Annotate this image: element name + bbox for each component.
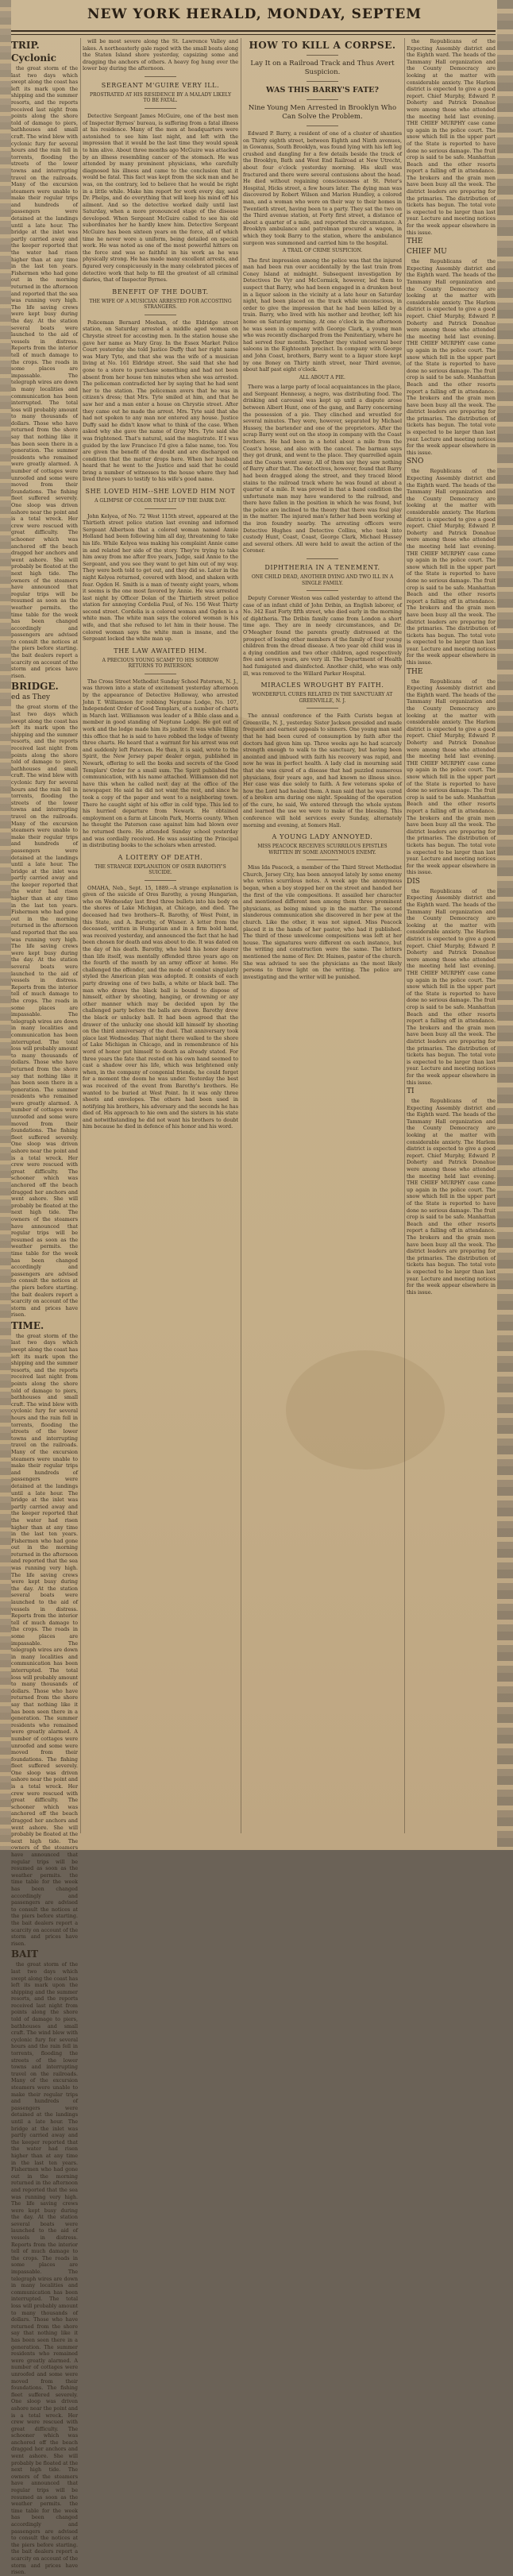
column-text: the Republicans of the Expecting Assembly district and the Eighth ward. The heads of the Tammany Hall organization and the County Democracy are looking at the matter with considerable anxiety. The Harlem district is expected to give a good report. Chief Murphy, Edward P. Doherty and Patrick Donahue were among those who attended the meeting held last evening. THE CHIEF MURPHY case came up again in the police court. The snow which fell in the upper part of the State is reported to have done no serious damage. The fruit crop is said to be safe. Manhattan Beach and the other resorts report a falling off in attendance. The brokers and the grain men have been busy all the week. The district leaders are preparing for the primaries. The distribution of tickets has begun. The total vote is expected to be larger than last year. Lecture and meeting notices for the week appear elsewhere in this issue. [407,258,496,456]
subhead-law-awaited: A PRECIOUS YOUNG SCAMP TO HIS SORROW RETURNS TO PATERSON. [102,657,219,670]
deck-nine-young-men: Nine Young Men Arrested in Brooklyn Who Can Solve the Problem. [248,104,397,121]
column-third [243,38,402,1833]
headline-mcguire: SERGEANT M'GUIRE VERY ILL. [101,81,220,89]
headline-young-lady: A YOUNG LADY ANNOYED. [272,833,373,841]
article-death-text: OMAHA, Neb., Sept. 15, 1889.--A strange explanation is given of the suicide of Ores Barothy, a young Hungarian, who on Wednesday last fired three bullets into his body on the shores of Lake Michigan, at Chicago, and died. The deceased had two brothers--R. Barothy, of West Point, in this State, and A. Barothy, of Wisner. A letter from the deceased, written in Hungarian and in a firm bold hand, was received yesterday, and announced the fact that he had been chosen for death and was about to die. It was dated on the day of his death. Barothy, who held his honor dearer than life itself, was mentally offended three years ago on the fourth of the month by an army officer at home. He challenged the offender, and the mode of combat singularly styled the American plan was adopted. It consists of each party drawing one of two balls, a white or black ball. The man who draws the black ball is bound to dispose of himself, either by shooting, hanging, or drowning or any other manner which may be decided upon by the challenged party before the balls are drawn. Barothy drew the black or unlucky ball. It had been agreed that the drawer of the unlucky one should kill himself by shooting on the third anniversary of the duel. That anniversary took place last Wednesday. That night there walked to the shore of Lake Michigan in Chicago, and in remembrance of his word of honor put himself to death as already stated. For three years the fate that rested on his own hand seemed to cast a shadow over his life, which was brightened only when, in the company of congenial friends, he could forget for a moment the doom he was under. Yesterday the best was received of the event from Barothy's brothers. He wanted to be buried at West Point. In it was only three sheets and envelopes. The others had been used in notifying his brothers, his adversary and the seconds he has died of. His approach to hie own and the sisters in his state and notwithstanding he did not want his brothers to doubt him because he died in defence of his honor and his word. [83,884,238,1130]
article-diphtheria-text: Deputy Coroner Weston was called yesterday to attend the case of an infant child of John Dribin, an English laborer, of No. 342 East Forty fifth street, who died early in the morning of diphtheria. The Dribin family came from London a short time ago. They are in needy circumstances, and Dr. O'Meagher found the parents greatly distressed at the prospect of losing other members of the family of four young children from the dread disease. A two year old child was in a dying condition and two other children, aged respectively five and seven years, are very ill. The Department of Health had fumigated and disinfected. Another child, who was only ill, was removed to the Willard Parker Hospital. [243,595,402,677]
fragment-heading: SNO [407,458,424,466]
article-miracles-text: The annual conference of the Faith Curists began at Greenville, N. J., yesterday. Sister Jackson presided and made frequent and earnest appeals to sinners. One young man said that he had been cured of consumption by faith after the doctors had given him up. Three weeks ago he had scarcely strength enough to walk to the sanctuary, but having been anointed and imbued with faith his recovery was rapid, and now he was in perfect health. A lady clad in mourning said that she was cured of a disease that had puzzled numerous physicians, four years ago, and had known no illness since. Her case was due solely to faith. A few veterans spoke of how the Lord had healed them. A man said that he was cured of a broken arm during one night. Speaking of the operation of the cure, he said, We entered through the whole system and learned the use we were to make of the blessing. This conference will hold services every Sunday, alternately morning and evening, at Somers Hall. [243,713,402,828]
fragment-heading: DIS [407,877,420,886]
column-text: the Republicans of the Expecting Assembly district and the Eighth ward. The heads of the Tammany Hall organization and the County Democracy are looking at the matter with considerable anxiety. The Harlem district is expected to give a good report. Chief Murphy, Edward P. Doherty and Patrick Donahue were among those who attended the meeting held last evening. THE CHIEF MURPHY case came up again in the police court. The snow which fell in the upper part of the State is reported to have done no serious damage. The fruit crop is said to be safe. Manhattan Beach and the other resorts report a falling off in attendance. The brokers and the grain men have been busy all the week. The district leaders are preparing for the primaries. The distribution of tickets has begun. The total vote is expected to be larger than last year. Lecture and meeting notices for the week appear elsewhere in this issue. [407,1098,496,1296]
article-benefit-text: Policeman Bernard Meehan, of the Eldridge street station, on Saturday arrested a middle aged woman on Chrystie street for accosting men. In the station house she gave her name as Mary Gray. In the Essex Market Police Court yesterday she told Justice Duffy that her right name was Mary Tyte, and that she was the wife of a musician living at No. 161 Eldridge street. She said that she had gone to a store to purchase something and had not been absent from her house ten minutes when she was arrested. The policeman contradicted her by saying that he had sent her to the station. The policeman avers that he was in citizen's dress; that Mrs. Tyte smiled at him, and that he saw her and a man enter a house on Chrystie street. After they came out he made the arrest. Mrs. Tyte said that she had not spoken to any man nor entered any house. Justice Duffy said he didn't know what to think of the case. When asked why she gave the name of Gray Mrs. Tyte said she was frightened. That's natural, said the magistrate. If I was guided by the law Francisco I'd give a false name, too. You are given the benefit of the doubt and are discharged on condition that the matter drops here. When her husband heard that he went to the Justice and said that he could bring a number of witnesses to the house where they had lived three years to testify to his wife's good name. [83,319,238,483]
fragment-heading: ed as They [11,693,51,702]
column-text: the great storm of the last two days which swept along the coast has left its mark upon the shipping and the summer resorts, and the reports received last night from points along the shore told of damage to piers, bathhouses and small craft. The wind blew with cyclonic fury for several hours and the rain fell in torrents, flooding the streets of the lower towns and interrupting travel on the railroads. Many of the excursion steamers were unable to make their regular trips and hundreds of passengers were detained at the landings until a late hour. The bridge at the inlet was partly carried away and the keeper reported that the water had risen higher than at any time in the last ten years. Fishermen who had gone out in the morning returned in the afternoon and reported that the sea was running very high. The life saving crews were kept busy during the day. At the station several boats were launched to the aid of vessels in distress. Reports from the interior tell of much damage to the crops. The roads in some places are impassable. The telegraph wires are down in many localities and communication has been interrupted. The total loss will probably amount to many thousands of dollars. Those who have returned from the shore say that nothing like it has been seen there in a generation. The summer residents who remained were greatly alarmed. A number of cottages were unroofed and some were moved from their foundations. The fishing fleet suffered severely. One sloop was driven ashore near the point and is a total wreck. Her crew were rescued with great difficulty. The schooner which was anchored off the beach dragged her anchors and went ashore. She will probably be floated at the next high tide. The owners of the steamers have announced that regular trips will be resumed as soon as the weather permits. the time table for the week has been changed accordingly and passengers are advised to consult the notices at the piers before starting. the bait dealers report a scarcity on account of the storm and prices have risen. [11,704,78,1319]
headline-benefit-of-doubt: BENEFIT OF THE DOUBT. [112,288,209,295]
article-corpse-text: Edward P. Barry, a resident of one of a cluster of shanties on Thirty eighth street, between Eighth and Ninth avenues, in Gowanus, South Brooklyn, was found lying with his left leg crushed and dangling for a few details beside the track of the Brooklyn, Bath and West End Railroad at New Utrecht, about four o'clock yesterday morning. His skull was fractured and there were several contusions about the head. He died without regaining consciousness at St. Peter's Hospital, Hicks street, a few hours later. The dying man was discovered by Robert Wilson and Marion Hundley, a colored man, and a woman who were on their way to their homes in Twentieth street, having been to a party. They sat the two on the Third avenue station, at Forty first street, a distance of about a quarter of a mile, and reported the circumstance. A Brooklyn ambulance and patrolman procured a wagon, in which they took Barry to the station, where the ambulance surgeon was summoned and carried him to the hospital. [243,130,402,246]
subhead-loitery-of-death: THE STRANGE EXPLANATION OF OSER BAROTHY'S SUICIDE. [94,863,226,876]
masthead-rule [11,30,496,32]
article-loved-text: John Kelyea, of No. 72 West 115th street, appeared at the Thirtieth street police station last evening and informed Sergeant Albertson that a colored woman named Annie Holland had been following him all day, threatening to take his life. While Kelyea was making his complaint Annie came in and related her side of the story. They're trying to take him away from me after five years, Judge, said Annie to the Sergeant, and you see they want to get him out of my way. They were both told to get out, and they did so. Later in the night Kelyea returned, covered with blood, and shaken with fear. Ogden H. Smith is a man of twenty eight years, whom it seems is the one most favored by Annie. He was arrested last night by Officer Dolan of the Thirtieth street police station for annoying Cordelia Paul, of No. 156 West Thirty second street. Cordelia is a colored woman and Ogden is a white man. The white man says the colored woman is his wife, and that she refused to let him in their house. The colored woman says the white man is insane, and the Sergeant locked the white man up. [83,512,238,643]
fragment-heading: BRIDGE. [11,681,59,693]
torn-left-edge [0,0,11,1850]
headline-miracles: MIRACLES WROUGHT BY FAITH. [260,682,384,689]
subhead-benefit-of-doubt: THE WIFE OF A MUSICIAN ARRESTED FOR ACCOSTING STRANGERS. [89,298,232,311]
subhead-trail-of-crime: A TRAIL OF CRIME SUSPICION. [282,248,363,254]
column-left-fragment [11,38,78,2576]
column-rule [80,38,81,1833]
column-text: the great storm of the last two days which swept along the coast has left its mark upon the shipping and the summer resorts, and the reports received last night from points along the shore told of damage to piers, bathhouses and small craft. The wind blew with cyclonic fury for several hours and the rain fell in torrents, flooding the streets of the lower towns and interrupting travel on the railroads. Many of the excursion steamers were unable to make their regular trips and hundreds of passengers were detained at the landings until a late hour. The bridge at the inlet was partly carried away and the keeper reported that the water had risen higher than at any time in the last ten years. Fishermen who had gone out in the morning returned in the afternoon and reported that the sea was running very high. The life saving crews were kept busy during the day. At the station several boats were launched to the aid of vessels in distress. Reports from the interior tell of much damage to the crops. The roads in some places are impassable. The telegraph wires are down in many localities and communication has been interrupted. The total loss will probably amount to many thousands of dollars. Those who have returned from the shore say that nothing like it has been seen there in a generation. The summer residents who remained were greatly alarmed. A number of cottages were unroofed and some were moved from their foundations. The fishing fleet suffered severely. One sloop was driven ashore near the point and is a total wreck. Her crew were rescued with great difficulty. The schooner which was anchored off the beach dragged her anchors and went ashore. She will probably be floated at the next high tide. The owners of the steamers have announced that regular trips will be resumed as soon as the weather permits. the time table for the week has been changed accordingly and passengers are advised to consult the notices at the piers before starting. the bait dealers report a scarcity on account of the storm and prices have risen. [11,1332,78,1947]
torn-right-edge [497,0,513,1850]
fragment-heading: TI [407,1087,415,1096]
column-text: the Republicans of the Expecting Assembly district and the Eighth ward. The heads of the Tammany Hall organization and the County Democracy are looking at the matter with considerable anxiety. The Harlem district is expected to give a good report. Chief Murphy, Edward P. Doherty and Patrick Donahue were among those who attended the meeting held last evening. THE CHIEF MURPHY case came up again in the police court. The snow which fell in the upper part of the State is reported to have done no serious damage. The fruit crop is said to be safe. Manhattan Beach and the other resorts report a falling off in attendance. The brokers and the grain men have been busy all the week. The district leaders are preparing for the primaries. The distribution of tickets has begun. The total vote is expected to be larger than last year. Lecture and meeting notices for the week appear elsewhere in this issue. [407,38,496,236]
column-text: the Republicans of the Expecting Assembly district and the Eighth ward. The heads of the Tammany Hall organization and the County Democracy are looking at the matter with considerable anxiety. The Harlem district is expected to give a good report. Chief Murphy, Edward P. Doherty and Patrick Donahue were among those who attended the meeting held last evening. THE CHIEF MURPHY case came up again in the police court. The snow which fell in the upper part of the State is reported to have done no serious damage. The fruit crop is said to be safe. Manhattan Beach and the other resorts report a falling off in attendance. The brokers and the grain men have been busy all the week. The district leaders are preparing for the primaries. The distribution of tickets has begun. The total vote is expected to be larger than last year. Lecture and meeting notices for the week appear elsewhere in this issue. [407,678,496,876]
fragment-heading: THE [407,667,423,676]
fragment-heading: Cyclonic [11,52,56,64]
column-text: the great storm of the last two days which swept along the coast has left its mark upon the shipping and the summer resorts, and the reports received last night from points along the shore told of damage to piers, bathhouses and small craft. The wind blew with cyclonic fury for several hours and the rain fell in torrents, flooding the streets of the lower towns and interrupting travel on the railroads. Many of the excursion steamers were unable to make their regular trips and hundreds of passengers were detained at the landings until a late hour. The bridge at the inlet was partly carried away and the keeper reported that the water had risen higher than at any time in the last ten years. Fishermen who had gone out in the morning returned in the afternoon and reported that the sea was running very high. The life saving crews were kept busy during the day. At the station several boats were launched to the aid of vessels in distress. Reports from the interior tell of much damage to the crops. The roads in some places are impassable. The telegraph wires are down in many localities and communication has been interrupted. The total loss will probably amount to many thousands of dollars. Those who have returned from the shore say that nothing like it has been seen there in a generation. The summer residents who remained were greatly alarmed. A number of cottages were unroofed and some were moved from their foundations. The fishing fleet suffered severely. One sloop was driven ashore near the point and is a total wreck. Her crew were rescued with great difficulty. The schooner which was anchored off the beach dragged her anchors and went ashore. She will probably be floated at the next high tide. The owners of the steamers have announced that regular trips will be resumed as soon as the weather permits. the time table for the week has been changed accordingly and passengers are advised to consult the notices at the piers before starting. the bait dealers report a scarcity on account of the storm and prices have risen. [11,1961,78,2576]
headline-she-loved-him: SHE LOVED HIM--SHE LOVED HIM NOT [85,488,236,496]
column-rule [404,38,405,1833]
subhead-diphtheria: ONE CHILD DEAD, ANOTHER DYING AND TWO ILL IN A SINGLE FAMILY. [251,574,394,586]
subhead-all-about-a-pie: ALL ABOUT A PIE. [299,374,345,380]
fragment-heading: BAIT [11,1948,38,1960]
fragment-heading: THE [407,238,423,246]
fragment-heading: TIME. [11,1319,44,1331]
masthead-rule-thin [11,34,496,35]
column-text: the Republicans of the Expecting Assembly district and the Eighth ward. The heads of the Tammany Hall organization and the County Democracy are looking at the matter with considerable anxiety. The Harlem district is expected to give a good report. Chief Murphy, Edward P. Doherty and Patrick Donahue were among those who attended the meeting held last evening. THE CHIEF MURPHY case came up again in the police court. The snow which fell in the upper part of the State is reported to have done no serious damage. The fruit crop is said to be safe. Manhattan Beach and the other resorts report a falling off in attendance. The brokers and the grain men have been busy all the week. The district leaders are preparing for the primaries. The distribution of tickets has begun. The total vote is expected to be larger than last year. Lecture and meeting notices for the week appear elsewhere in this issue. [407,468,496,666]
fragment-heading: CHIEF MU [407,248,447,257]
article-corpse-text-2: The first impression among the police was that the injured man had been run over accidentally by the last train from Coney Island at midnight. Subsequent investigation by Detectives De Vyr and McCormick, however, led them to suspect that Barry, who had been engaged in a drunken bout in a liquor saloon in the vicinity at a late hour on Saturday night, had been placed on the track while unconscious, in order to give the impression that he had been killed by a train. Barry, who lived with his mother and brother, left his home on Saturday morning. At one o'clock in the afternoon he was seen in company with George Clark, a young man who was recently discharged from the Penitentiary, where he had served four months. Together they visited several beer saloons in the Eighteenth precinct. In company with George and John Coast, brothers, Barry went to a liquor store kept by one Boney on Thirty ninth street, near Third avenue, about half past eight o'clock. [243,257,402,373]
article-young-lady-text: Miss Ida Peacock, a member of the Third Street Methodist Church, Jersey City, has been annoyed lately by some enemy who writes scurrilous notes. A week ago the anonymous began, when a boy stopped her on the street and handed her the first of the vile compositions. It assailed her character and mentioned different men among them three prominent physicians, as being mixed up in the matter. The second slanderous communication she discovered in her pew at the church. Like the other, it was not signed. Miss Peacock placed it in the hands of her pastor, who had it published. The third of these unwelcome compositions was left at her house. The signatures were different on each instance, but the writing and construction were the same. The letters mentioned the name of Rev. Dr. Haines, pastor of the church. She was advised to see the physicians as the most likely persons to throw light on the writing. The police are investigating and the writer will be punished. [243,864,402,980]
article-law-text: The Cross Street Methodist Sunday School Paterson, N. J., was thrown into a state of excitement yesterday afternoon by the appearance of Detective Holloway, who arrested John T. Williamson for robbing Neptune Lodge, No. 107, Independent Order of Good Templars, of a number of charts in March last. Williamson was leader of a Bible class and a member in good standing of Neptune Lodge. He got out of work and the lodge made him its janitor. It was while filling this office that he is said to have robbed the lodge of twenty three charts. He heard that a warrant for his arrest was out and suddenly left Paterson. He then, it is said, wrote to the Spirit, the New Jersey paper dealer organ, published in Newark, offering to sell the books and secrets of the Good Templars' Order for a small sum. The Spirit published the communication, with his name attached. Williamson did not have this when he called next day at the office of the newspaper. He said he did not want the rest, and since he took a copy of the paper and went to a neighboring town. There he caught sight of his offer in cold type. This led to his hurried departure from Newark. He obtained employment on a farm at Lincoln Park, Morris county. When he thought the Paterson case against him had blown over he returned there. He attended Sunday school yesterday and was cordially received. He was assisting the Principal in distributing books to the scholars when arrested. [83,678,238,849]
headline-kill-a-corpse: HOW TO KILL A CORPSE. [249,40,396,51]
deck-railroad-track: Lay It on a Railroad Track and Thus Avert Suspicion. [250,60,395,76]
subhead-miracles: WONDERFUL CURES RELATED IN THE SANCTUARY AT GREENVILLE, N. J. [252,692,393,704]
article-mcguire-text: Detective Sergeant James McGuire, one of the best men of Inspector Byrnes' bureau, is suffering from a fatal illness at his residence. Many of the men at headquarters were astonished to see him last night, and left with the impression that it would be the last time they would speak to him alive. About three months ago McGuire was attacked by an illness resembling cancer of the stomach. He was attended by many prominent physicians, who carefully diagnosed his illness and came to the conclusion that it would be fatal. This fact was kept from the sick man and he was, on the contrary, led to believe that he would be right in a little while. Make him report for work every day, said Dr. Phelps, and do everything that will keep his mind off his ailment. And so the detective worked daily until last Saturday, when a more pronounced stage of the disease developed. When Sergeant McGuire called to see his old subordinates her he hardly knew him. Detective Sergeant McGuire has been sixteen years on the force, all of which time he never wore a uniform, being detailed on special work. He was noted as one of the most powerful hitters on the force and was so faithful in his work as he was physically strong. He has made many excellent arrests, and figured very conspicuously in the many celebrated pieces of detective work that help to fill the greatest of all criminal diaries, that of Inspector Byrnes. [83,112,238,284]
headline-law-awaited: THE LAW AWAITED HIM. [114,647,207,655]
headline-diphtheria: DIPHTHERIA IN A TENEMENT. [264,564,380,572]
article-corpse-text-3: There was a large party of local acquaintances in the place, and Sergeant Hennessy, a negro, was distributing food. The drinking and carousal was kept up until a dispute arose between Albert Hunt, one of the gang, and Barry concerning the possession of a pie. They clinched and wrestled for several minutes. They were, however, separated by Michael Hussey, the bartender and one of the proprietors. After the scrap Barry went out on the stoop in company with the Coast brothers. He had been in a hotel about a mile from the Coast's house, and also with the cancel. The barman says they got drunk, and went to the place. They quarrelled again and the Coasts went away. All of them say they saw nothing of Barry after that. The detectives, however, found that Barry had been dragged along the street, and they traced blood stains to the railroad track where he was found at about a quarter of a mile. It was proved in that a band condition the unfortunate man may have wandered to the railroad, and there have fallen in the position in which he was found, but the police are inclined to the theory that there was foul play in the matter. The injured man's father had been working at the iron foundry nearby. The arresting officers were Detective Hughes and Detective Collins, who took into custody Hunt, Coast, Coast, George Clark, Michael Hussey and several others. All were held to await the action of the Coroner. [243,384,402,554]
masthead: NEW YORK HERALD, MONDAY, SEPTEM [87,6,422,22]
subhead-young-lady: MISS PEACOCK RECEIVES SCURRILOUS EPISTLES WRITTEN BY SOME ANONYMOUS ENEMY. [257,844,388,855]
subhead-mcguire: PROSTRATED AT HIS RESIDENCE BY A MALADY LIKELY TO BE FATAL. [89,91,232,104]
column-text: the great storm of the last two days which swept along the coast has left its mark upon the shipping and the summer resorts, and the reports received last night from points along the shore told of damage to piers, bathhouses and small craft. The wind blew with cyclonic fury for several hours and the rain fell in torrents, flooding the streets of the lower towns and interrupting travel on the railroads. Many of the excursion steamers were unable to make their regular trips and hundreds of passengers were detained at the landings until a late hour. The bridge at the inlet was partly carried away and the keeper reported that the water had risen higher than at any time in the last ten years. Fishermen who had gone out in the morning returned in the afternoon and reported that the sea was running very high. The life saving crews were kept busy during the day. At the station several boats were launched to the aid of vessels in distress. Reports from the interior tell of much damage to the crops. The roads in some places are impassable. The telegraph wires are down in many localities and communication has been interrupted. The total loss will probably amount to many thousands of dollars. Those who have returned from the shore say that nothing like it has been seen there in a generation. The summer residents who remained were greatly alarmed. A number of cottages were unroofed and some were moved from their foundations. The fishing fleet suffered severely. One sloop was driven ashore near the point and is a total wreck. Her crew were rescued with great difficulty. The schooner which was anchored off the beach dragged her anchors and went ashore. She will probably be floated at the next high tide. The owners of the steamers have announced that regular trips will be resumed as soon as the weather permits. the time table for the week has been changed accordingly and passengers are advised to consult the notices at the piers before starting. the bait dealers report a scarcity on account of the storm and prices have risen. [11,65,78,679]
column-second [83,38,238,1833]
storm-article-text: will be most severe along the St. Lawrence Valley and lakes. A northeasterly gale raged with the small boats along the Staten Island shore yesterday, capsizing some and dragging the anchors of others. A heavy fog hung over the lower bay during the afternoon. [83,38,238,72]
fragment-heading: TRIP. [11,40,40,51]
headline-loitery-of-death: A LOITERY OF DEATH. [118,853,203,861]
column-text: the Republicans of the Expecting Assembly district and the Eighth ward. The heads of the Tammany Hall organization and the County Democracy are looking at the matter with considerable anxiety. The Harlem district is expected to give a good report. Chief Murphy, Edward P. Doherty and Patrick Donahue were among those who attended the meeting held last evening. THE CHIEF MURPHY case came up again in the police court. The snow which fell in the upper part of the State is reported to have done no serious damage. The fruit crop is said to be safe. Manhattan Beach and the other resorts report a falling off in attendance. The brokers and the grain men have been busy all the week. The district leaders are preparing for the primaries. The distribution of tickets has begun. The total vote is expected to be larger than last year. Lecture and meeting notices for the week appear elsewhere in this issue. [407,887,496,1086]
column-right-fragment [407,38,496,1833]
subhead-she-loved-him: A GLIMPSE OF COLOR THAT LIT UP THE DARK DAY. [94,498,226,504]
deck-barrys-fate: WAS THIS BARRY'S FATE? [266,86,379,95]
